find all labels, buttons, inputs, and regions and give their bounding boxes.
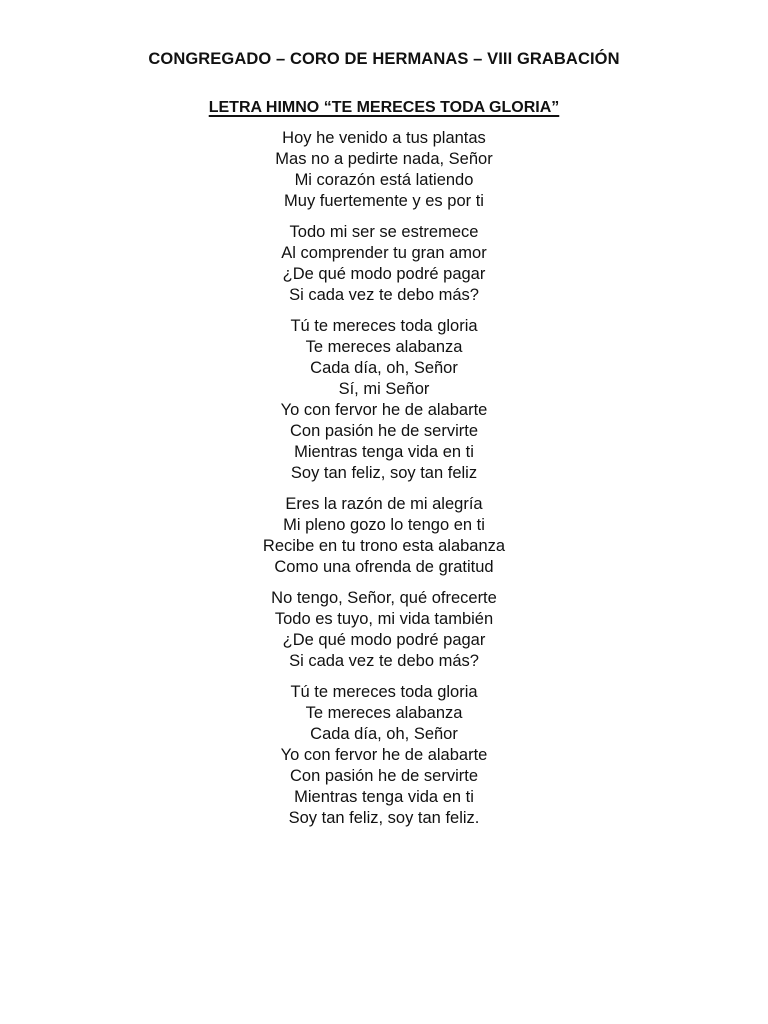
lyric-line: Al comprender tu gran amor bbox=[281, 244, 487, 262]
lyric-line: Tú te mereces toda gloria bbox=[290, 683, 478, 701]
lyric-line: Cada día, oh, Señor bbox=[310, 359, 458, 377]
lyric-line: Tú te mereces toda gloria bbox=[290, 317, 478, 335]
lyric-line: Con pasión he de servirte bbox=[289, 422, 479, 440]
lyric-line: Con pasión he de servirte bbox=[289, 767, 479, 785]
lyric-line: Si cada vez te debo más? bbox=[289, 286, 479, 304]
stanza bbox=[0, 316, 768, 484]
document-title: CONGREGADO – CORO DE HERMANAS – VIII GRABACIÓN bbox=[148, 50, 620, 68]
stanza bbox=[0, 494, 768, 578]
lyric-line: Mientras tenga vida en ti bbox=[294, 443, 474, 461]
hymn-title bbox=[0, 94, 768, 119]
lyric-line: Hoy he venido a tus plantas bbox=[282, 129, 486, 147]
lyric-line: Todo mi ser se estremece bbox=[289, 223, 479, 241]
stanza bbox=[0, 128, 768, 212]
lyric-line: Todo es tuyo, mi vida también bbox=[274, 610, 494, 628]
lyric-line: Yo con fervor he de alabarte bbox=[280, 401, 488, 419]
lyric-line: Te mereces alabanza bbox=[305, 338, 463, 356]
lyric-line: Eres la razón de mi alegría bbox=[285, 495, 483, 513]
lyric-line: Como una ofrenda de gratitud bbox=[274, 558, 494, 576]
stanza bbox=[0, 222, 768, 306]
lyric-line: No tengo, Señor, qué ofrecerte bbox=[271, 589, 497, 607]
lyric-line: Mas no a pedirte nada, Señor bbox=[275, 150, 493, 168]
lyric-line: Mientras tenga vida en ti bbox=[294, 788, 474, 806]
lyric-line: Si cada vez te debo más? bbox=[289, 652, 479, 670]
hymn-title-text: LETRA HIMNO “TE MERECES TODA GLORIA” bbox=[208, 99, 560, 116]
lyric-line: Muy fuertemente y es por ti bbox=[284, 192, 484, 210]
lyric-line: Soy tan feliz, soy tan feliz bbox=[290, 464, 478, 482]
lyric-line: Cada día, oh, Señor bbox=[310, 725, 458, 743]
lyrics bbox=[0, 128, 768, 839]
lyric-line: Recibe en tu trono esta alabanza bbox=[262, 537, 506, 555]
lyric-line: ¿De qué modo podré pagar bbox=[282, 265, 486, 283]
lyric-line: Soy tan feliz, soy tan feliz. bbox=[288, 809, 480, 827]
lyric-line: Mi corazón está latiendo bbox=[294, 171, 474, 189]
stanza bbox=[0, 682, 768, 829]
lyric-line: Te mereces alabanza bbox=[305, 704, 463, 722]
lyric-line: Yo con fervor he de alabarte bbox=[280, 746, 488, 764]
lyric-line: Sí, mi Señor bbox=[338, 380, 430, 398]
lyric-line: ¿De qué modo podré pagar bbox=[282, 631, 486, 649]
lyric-line: Mi pleno gozo lo tengo en ti bbox=[283, 516, 485, 534]
stanza bbox=[0, 588, 768, 672]
